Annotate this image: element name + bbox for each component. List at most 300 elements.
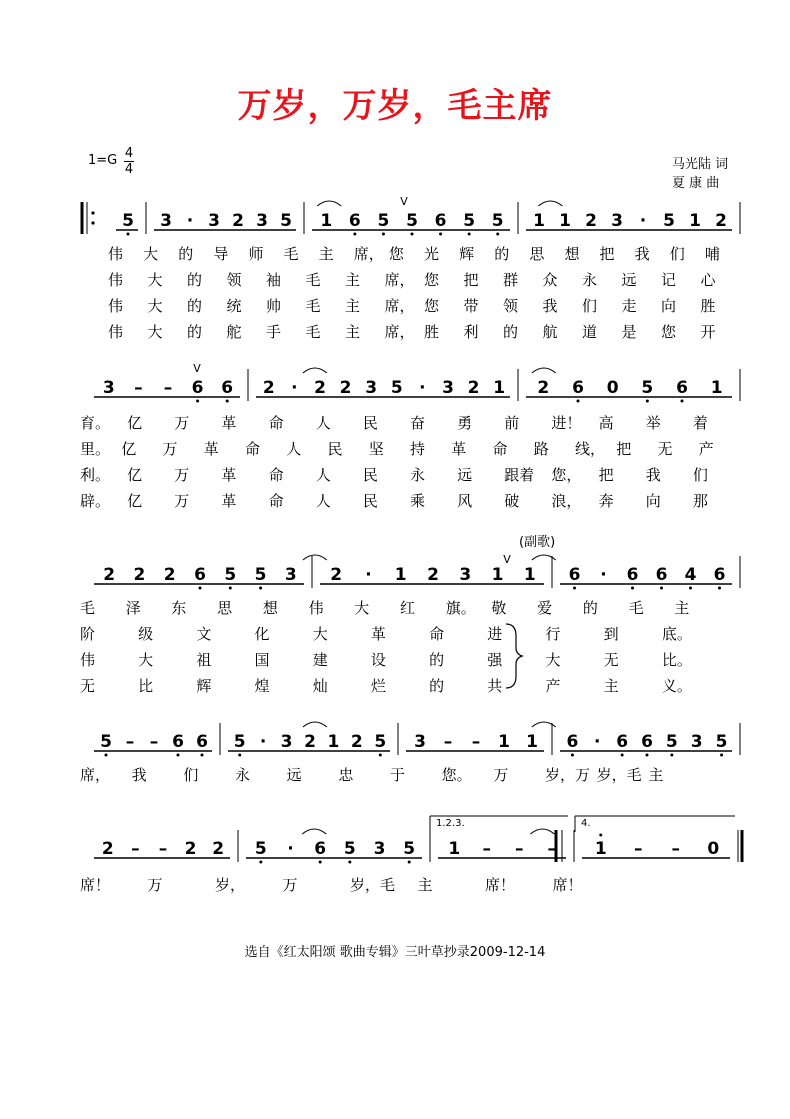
lyric-syllable: 辉	[196, 677, 212, 695]
note-numeral: –	[131, 839, 140, 859]
lyric-syllable: 行	[545, 625, 561, 643]
tie-arc	[303, 722, 327, 727]
note-numeral: 1	[710, 378, 723, 398]
lyric-syllable: 万	[147, 876, 163, 894]
lyric-syllable: 伟	[108, 323, 124, 341]
note-numeral: 3	[365, 378, 378, 398]
lyric-syllable: 烂	[370, 677, 386, 695]
note-numeral: 3	[690, 732, 703, 752]
lyric-syllable: 毛	[305, 297, 321, 315]
lyric-syllable: 主	[345, 323, 361, 341]
repeat-dot	[91, 211, 94, 214]
note-numeral: 5	[390, 378, 403, 398]
lyric-syllable: 的	[187, 271, 203, 289]
lyric-syllable: 岁，毛	[350, 876, 396, 894]
note-numeral: 3	[102, 378, 115, 398]
note-numeral: 2	[262, 378, 275, 398]
lyric-syllable: 岁，万	[545, 766, 591, 784]
note-numeral: ·	[419, 378, 426, 398]
lyric-syllable: 思	[217, 599, 233, 617]
note-numeral: 5	[280, 211, 292, 231]
lyric-syllable: 进	[487, 625, 503, 643]
tie-arc	[302, 829, 326, 834]
lyric-syllable: 辟。	[80, 492, 111, 510]
lyric-syllable: 线，	[575, 440, 606, 458]
low-octave-dot	[199, 587, 202, 590]
low-octave-dot	[689, 587, 692, 590]
note-numeral: 2	[339, 378, 352, 398]
lyric-syllable: 毛	[80, 599, 96, 617]
lyric-syllable: 的	[429, 677, 445, 695]
note-numeral: 5	[254, 839, 267, 859]
lyric-syllable: 坚	[368, 440, 384, 458]
note-numeral: 2	[715, 211, 727, 231]
lyric-syllable: 人	[315, 414, 331, 432]
note-numeral: 6	[626, 565, 639, 585]
note-numeral: 0	[707, 839, 720, 859]
lyric-syllable: 红	[400, 599, 416, 617]
lyric-syllable: 辉	[459, 245, 475, 263]
note-numeral: 1	[394, 565, 407, 585]
lyric-syllable: 人	[286, 440, 302, 458]
note-numeral: 6	[314, 839, 327, 859]
lyric-syllable: 向	[661, 297, 677, 315]
lyric-syllable: 大	[354, 599, 370, 617]
time-sig-bottom: 4	[124, 162, 134, 177]
lyric-syllable: 把	[463, 271, 479, 289]
note-numeral: 6	[191, 378, 204, 398]
lyric-syllable: 主	[648, 766, 664, 784]
low-octave-dot	[681, 400, 684, 403]
lyric-syllable: 我	[131, 766, 147, 784]
note-numeral: 2	[101, 839, 114, 859]
note-numeral: 3	[160, 211, 172, 231]
lyric-syllable: 亿	[127, 466, 143, 484]
lyric-syllable: 泽	[125, 599, 141, 617]
lyric-syllable: 毛	[305, 323, 321, 341]
lyric-syllable: 革	[451, 440, 467, 458]
composer-credit: 夏 康 曲	[672, 176, 720, 191]
lyric-syllable: 走	[621, 297, 637, 315]
lyric-syllable: 到	[603, 625, 619, 643]
lyric-syllable: 主	[603, 677, 619, 695]
lyric-syllable: 底。	[661, 625, 692, 643]
note-numeral: 2	[212, 839, 225, 859]
lyric-syllable: 永	[235, 766, 251, 784]
lyric-syllable: 把	[616, 440, 632, 458]
lyric-syllable: 主	[318, 245, 334, 263]
lyric-syllable: 奔	[598, 492, 614, 510]
lyric-syllable: 统	[226, 297, 242, 315]
note-numeral: 3	[414, 732, 426, 752]
lyric-syllable: 民	[362, 466, 378, 484]
lyric-syllable: 伟	[108, 245, 124, 263]
lyric-syllable: 永	[582, 271, 598, 289]
low-octave-dot	[646, 400, 649, 403]
lyric-syllable: 胜	[424, 323, 440, 341]
lyric-syllable: 大	[147, 271, 163, 289]
lyric-syllable: 大	[545, 651, 561, 669]
low-octave-dot	[621, 754, 624, 757]
lyric-syllable: 强	[487, 651, 503, 669]
lyric-syllable: 是	[621, 323, 637, 341]
lyric-syllable: 命	[268, 414, 284, 432]
lyric-syllable: 大	[138, 651, 154, 669]
low-octave-dot	[646, 754, 649, 757]
low-octave-dot	[660, 587, 663, 590]
lyric-syllable: 无	[80, 677, 96, 695]
note-numeral: 5	[403, 839, 416, 859]
lyric-syllable: 我	[542, 297, 558, 315]
lyric-syllable: 人	[315, 466, 331, 484]
lyric-syllable: 们	[669, 245, 685, 263]
note-numeral: 1	[523, 565, 536, 585]
note-numeral: –	[515, 839, 524, 859]
lyric-syllable: 建	[312, 651, 328, 669]
tie-arc	[532, 368, 556, 373]
tie-arc	[303, 555, 327, 560]
note-numeral: 1	[594, 839, 607, 859]
lyric-syllable: 思	[529, 245, 545, 263]
lyric-syllable: 袖	[266, 271, 282, 289]
chorus-label: (副歌)	[519, 535, 556, 550]
note-numeral: 3	[208, 211, 220, 231]
note-numeral: 6	[568, 565, 581, 585]
lyric-syllable: 道	[582, 323, 598, 341]
note-numeral: 2	[103, 565, 116, 585]
note-numeral: 3	[459, 565, 472, 585]
lyric-syllable: 的	[178, 245, 194, 263]
lyric-syllable: 远	[457, 466, 473, 484]
lyric-syllable: 席，	[80, 766, 111, 784]
lyric-syllable: 浪，	[551, 492, 582, 510]
lyric-syllable: 的	[503, 323, 519, 341]
note-numeral: –	[482, 839, 491, 859]
lyric-syllable: 跟着	[504, 466, 535, 484]
lyric-syllable: 革	[221, 492, 237, 510]
lyric-syllable: 席！	[552, 876, 583, 894]
key-label: 1=G	[88, 153, 118, 168]
lyric-syllable: 想	[262, 599, 278, 617]
tie-arc	[303, 368, 327, 373]
low-octave-dot	[577, 400, 580, 403]
note-numeral: 5	[374, 732, 387, 752]
note-numeral: 6	[194, 565, 206, 585]
lyric-syllable: 的	[494, 245, 510, 263]
lyric-syllable: 岁，毛	[596, 766, 642, 784]
lyric-syllable: 手	[266, 323, 282, 341]
lyric-syllable: 革	[203, 440, 219, 458]
lyric-syllable: 您	[424, 271, 440, 289]
note-numeral: 2	[232, 211, 244, 231]
lyric-syllable: 着	[692, 414, 708, 432]
tie-arc	[538, 201, 562, 206]
lyric-syllable: 伟	[108, 271, 124, 289]
lyric-syllable: 民	[327, 440, 343, 458]
lyric-syllable: 领	[226, 271, 242, 289]
note-numeral: –	[134, 378, 143, 398]
note-numeral: 3	[284, 565, 297, 585]
lyric-syllable: 万	[174, 466, 190, 484]
lyric-syllable: 主	[345, 297, 361, 315]
lyric-syllable: 记	[661, 271, 677, 289]
lyric-syllable: 我	[645, 466, 661, 484]
lyric-syllable: 亿	[127, 414, 143, 432]
lyric-syllable: 万	[174, 492, 190, 510]
note-numeral: –	[149, 732, 159, 752]
lyric-syllable: 群	[503, 271, 519, 289]
lyric-syllable: 伟	[308, 599, 324, 617]
lyric-syllable: 席，	[384, 271, 415, 289]
note-numeral: 1	[491, 565, 504, 585]
low-octave-dot	[226, 400, 229, 403]
low-octave-dot	[319, 861, 322, 864]
lyric-syllable: 伟	[80, 651, 96, 669]
lyric-syllable: 毛	[628, 599, 644, 617]
note-numeral: –	[634, 839, 643, 859]
lyric-syllable: 路	[533, 440, 549, 458]
note-numeral: 1	[320, 211, 333, 231]
lyric-syllable: 敬	[491, 599, 507, 617]
note-numeral: 2	[330, 565, 343, 585]
lyric-syllable: 您	[661, 323, 677, 341]
lyric-syllable: 义。	[661, 677, 692, 695]
lyric-syllable: 育。	[80, 414, 111, 432]
lyric-syllable: 您	[424, 297, 440, 315]
note-numeral: –	[125, 732, 135, 752]
lyric-syllable: 乘	[410, 492, 426, 510]
note-numeral: 1	[559, 211, 571, 231]
low-octave-dot	[631, 587, 634, 590]
low-octave-dot	[718, 587, 721, 590]
note-numeral: 2	[537, 378, 550, 398]
lyric-syllable: 毛	[283, 245, 299, 263]
lyric-syllable: 旗。	[445, 599, 476, 617]
lyric-syllable: 忠	[338, 766, 354, 784]
lyric-syllable: 哺	[704, 245, 720, 263]
note-numeral: 2	[427, 565, 439, 585]
note-numeral: ·	[365, 565, 372, 585]
lyric-syllable: 您，	[551, 466, 582, 484]
note-numeral: 1	[493, 378, 506, 398]
low-octave-dot	[259, 861, 262, 864]
lyric-syllable: 们	[183, 766, 199, 784]
lyric-syllable: 风	[457, 492, 473, 510]
breath-mark: V	[193, 362, 201, 375]
low-octave-dot	[105, 754, 108, 757]
lyric-syllable: 向	[645, 492, 661, 510]
lyric-syllable: 比。	[661, 651, 692, 669]
breath-mark: V	[400, 195, 408, 208]
lyric-syllable: 于	[390, 766, 406, 784]
lyric-syllable: 持	[410, 440, 426, 458]
lyric-syllable: 的	[582, 599, 598, 617]
lyric-syllable: 师	[248, 245, 264, 263]
note-numeral: 6	[713, 565, 726, 585]
lyric-syllable: 主	[345, 271, 361, 289]
note-numeral: 1	[533, 211, 545, 231]
lyric-syllable: 革	[370, 625, 386, 643]
lyric-syllable: 人	[315, 492, 331, 510]
lyric-syllable: 举	[645, 414, 661, 432]
lyric-syllable: 化	[254, 625, 270, 643]
lyric-syllable: 您。	[441, 766, 472, 784]
volta-second-label: 4.	[581, 818, 591, 829]
time-sig-top: 4	[124, 146, 134, 161]
lyric-syllable: 国	[254, 651, 270, 669]
lyric-syllable: 祖	[196, 651, 212, 669]
note-numeral: 3	[442, 378, 454, 398]
tie-arc	[317, 201, 341, 206]
lyric-syllable: 的	[187, 323, 203, 341]
high-octave-dot	[599, 834, 602, 837]
low-octave-dot	[411, 233, 414, 236]
lyric-syllable: 的	[187, 297, 203, 315]
note-numeral: 2	[585, 211, 597, 231]
lyric-syllable: 舵	[226, 323, 242, 341]
note-numeral: 5	[233, 732, 246, 752]
lyric-syllable: 的	[429, 651, 445, 669]
lyric-syllable: 永	[410, 466, 426, 484]
lyric-syllable: 命	[268, 466, 284, 484]
note-numeral: 3	[611, 211, 623, 231]
lyric-syllable: 主	[674, 599, 690, 617]
lyric-syllable: 远	[286, 766, 302, 784]
note-numeral: 6	[434, 211, 447, 231]
lyric-syllable: 我	[634, 245, 650, 263]
note-numeral: 5	[715, 732, 728, 752]
lyric-syllable: 席，	[384, 297, 415, 315]
note-numeral: ·	[186, 211, 194, 231]
lyric-syllable: 大	[147, 297, 163, 315]
lyric-syllable: 众	[542, 271, 558, 289]
lyric-syllable: 产	[698, 440, 714, 458]
lyric-syllable: 革	[221, 414, 237, 432]
note-numeral: –	[158, 839, 168, 859]
low-octave-dot	[468, 233, 471, 236]
lyric-syllable: 万	[493, 766, 509, 784]
lyricist-credit: 马光陆 词	[672, 157, 729, 172]
note-numeral: 1	[689, 211, 701, 231]
note-numeral: ·	[287, 839, 294, 859]
note-numeral: 2	[133, 565, 146, 585]
note-numeral: 0	[606, 378, 619, 398]
low-octave-dot	[573, 587, 576, 590]
lyric-syllable: 勇	[457, 414, 473, 432]
note-numeral: 5	[224, 565, 237, 585]
note-numeral: 4	[684, 565, 697, 585]
note-numeral: 2	[304, 732, 316, 752]
note-numeral: 6	[655, 565, 668, 585]
lyric-syllable: 命	[429, 625, 445, 643]
note-numeral: 2	[184, 839, 197, 859]
note-numeral: ·	[291, 378, 298, 398]
lyric-syllable: 高	[598, 414, 614, 432]
lyric-syllable: 带	[463, 297, 479, 315]
lyric-syllable: 大	[147, 323, 163, 341]
lyric-syllable: 革	[221, 466, 237, 484]
lyric-syllable: 开	[700, 323, 716, 341]
note-numeral: 5	[343, 839, 356, 859]
low-octave-dot	[177, 754, 180, 757]
note-numeral: –	[671, 839, 680, 859]
lyric-syllable: 想	[564, 245, 580, 263]
note-numeral: 2	[467, 378, 480, 398]
volta-first-label: 1.2.3.	[436, 818, 465, 829]
lyric-syllable: 万	[162, 440, 178, 458]
verse-brace	[506, 624, 522, 688]
lyric-syllable: 命	[492, 440, 508, 458]
lyric-syllable: 民	[362, 492, 378, 510]
lyric-syllable: 比	[138, 677, 154, 695]
low-octave-dot	[196, 400, 199, 403]
lyric-syllable: 远	[621, 271, 637, 289]
lyric-syllable: 爱	[537, 599, 553, 617]
lyric-syllable: 文	[196, 625, 212, 643]
note-numeral: 3	[280, 732, 293, 752]
tie-arc	[530, 829, 554, 834]
lyric-syllable: 破	[504, 492, 520, 510]
lyric-syllable: 命	[245, 440, 261, 458]
note-numeral: 2	[314, 378, 326, 398]
note-numeral: 6	[196, 732, 208, 752]
lyric-syllable: 万	[282, 876, 298, 894]
lyric-syllable: 民	[362, 414, 378, 432]
lyric-syllable: 利。	[80, 466, 111, 484]
note-numeral: ·	[259, 732, 267, 752]
low-octave-dot	[439, 233, 442, 236]
note-numeral: 1	[448, 839, 461, 859]
lyric-syllable: 席，	[353, 245, 384, 263]
lyric-syllable: 利	[463, 323, 479, 341]
lyric-syllable: 共	[487, 677, 503, 695]
lyric-syllable: 万	[174, 414, 190, 432]
note-numeral: ·	[639, 211, 647, 231]
lyric-syllable: 光	[424, 245, 440, 263]
lyric-syllable: 那	[692, 492, 708, 510]
note-numeral: 2	[163, 565, 176, 585]
low-octave-dot	[496, 233, 499, 236]
low-octave-dot	[259, 587, 262, 590]
lyric-syllable: 岁，	[215, 876, 246, 894]
low-octave-dot	[229, 587, 232, 590]
lyric-syllable: 大	[312, 625, 328, 643]
note-numeral: 6	[616, 732, 629, 752]
lyric-syllable: 煌	[254, 677, 270, 695]
note-numeral: –	[547, 839, 556, 859]
lyric-syllable: 毛	[305, 271, 321, 289]
low-octave-dot	[408, 861, 411, 864]
note-numeral: 5	[663, 211, 675, 231]
lyric-syllable: 帅	[266, 297, 282, 315]
lyric-syllable: 东	[171, 599, 187, 617]
note-numeral: ·	[600, 565, 607, 585]
lyric-syllable: 进！	[551, 414, 582, 432]
lyric-syllable: 把	[599, 245, 615, 263]
note-numeral: 6	[172, 732, 184, 752]
lyric-syllable: 导	[213, 245, 229, 263]
note-numeral: ·	[594, 732, 601, 752]
low-octave-dot	[348, 861, 351, 864]
note-numeral: 6	[572, 378, 584, 398]
note-numeral: 5	[641, 378, 654, 398]
note-numeral: 3	[373, 839, 386, 859]
lyric-syllable: 们	[582, 297, 598, 315]
note-numeral: 5	[377, 211, 390, 231]
lyric-syllable: 设	[370, 651, 386, 669]
note-numeral: 5	[122, 211, 134, 231]
lyric-syllable: 前	[504, 414, 520, 432]
